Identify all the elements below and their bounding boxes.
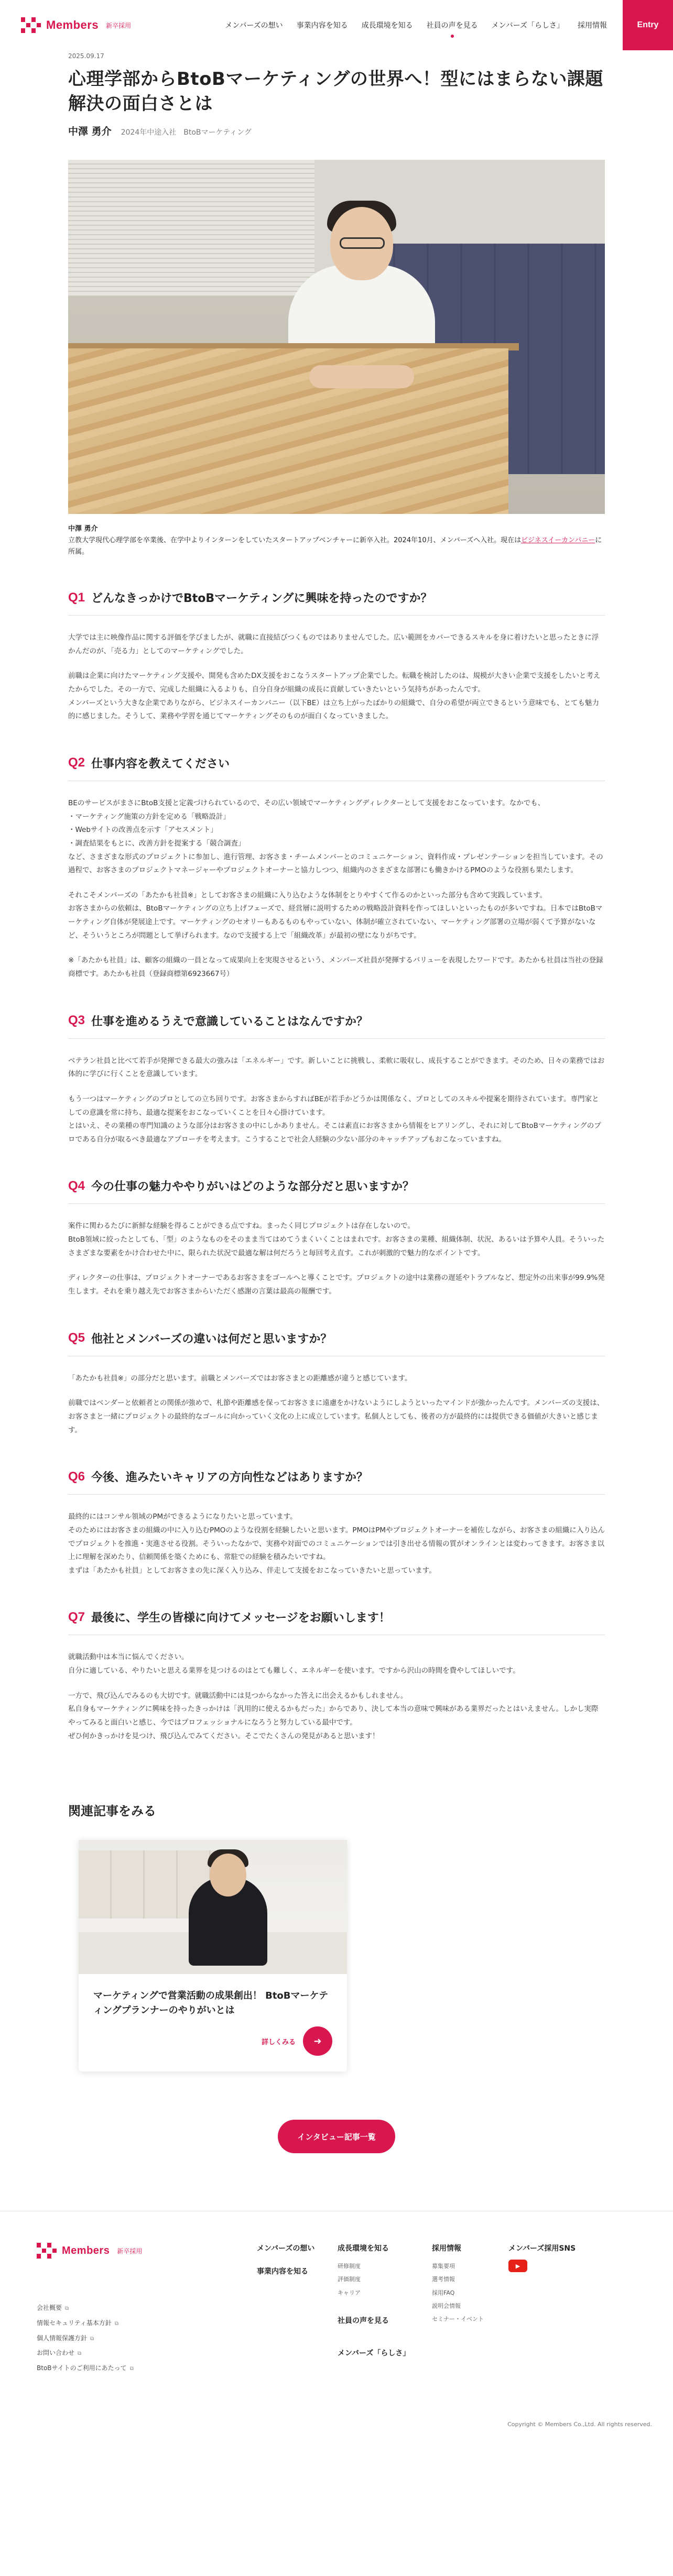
footer-nav-culture[interactable]: メンバーズ「らしさ」 <box>338 2349 410 2358</box>
site-logo[interactable] <box>21 17 131 33</box>
answer-paragraph: 前職ではベンダーと依頼者との関係が強めで、札節や距離感を保ってお客さまに遠慮をかけないようにしようといったマインドが強かったんです。メンバーズの支援は、お客さまと一緒にプロジェクトの最終的なゴールに向かっていく文化の上に成立しています。私個人としても、後者の方が最終的には提供できる価値が大きいと感じます。 <box>68 1399 604 1434</box>
global-nav <box>225 0 607 50</box>
interviewee-name: 中澤 勇介 <box>68 125 112 137</box>
site-footer <box>0 2211 673 2438</box>
qa-section-6 <box>68 1468 605 1577</box>
logo-text: Members <box>46 18 99 31</box>
nav-business[interactable]: 事業内容を知る <box>296 21 348 30</box>
footer-link-company[interactable]: 会社概要 <box>37 2304 62 2312</box>
nav-voices[interactable]: 社員の声を見る <box>427 20 478 30</box>
footer-nav-career[interactable]: キャリア <box>338 2289 361 2296</box>
q-number: Q7 <box>68 1609 85 1624</box>
caption-after: に所属。 <box>68 536 602 556</box>
q-number: Q2 <box>68 755 85 770</box>
footer-nav-seminar[interactable]: セミナー・イベント <box>432 2316 484 2323</box>
q-number: Q3 <box>68 1013 85 1028</box>
footer-nav-recruit[interactable]: 採用情報 <box>432 2244 461 2253</box>
q-number: Q6 <box>68 1469 85 1484</box>
footer-logo[interactable] <box>37 2243 257 2259</box>
answer-paragraph: もう一つはマーケティングのプロとしての立ち回りです。お客さまからすればBEが若手かどうかは関係なく、プロとしてのスキルや提案を期待されています。専門家としての意識を常に持ち、最適な提案をおこなっていくことを日々心掛けています。 とはいえ、その業種の専門知識のような部分はお客さまの中にしかありません。そこは素直にお客さまから情報をヒアリングし、それに対してBtoBマーケティングのプロである自分が取るべき最適なアプローチを考えます。こうすることで社会人経験の少ない部分のキャッチアップもおこなっていますね。 <box>68 1094 601 1144</box>
footer-nav-selection[interactable]: 選考情報 <box>432 2276 455 2283</box>
q-title: どんなきっかけでBtoBマーケティングに興味を持ったのですか？ <box>91 592 432 606</box>
footer-nav-briefing[interactable]: 説明会情報 <box>432 2302 461 2309</box>
caption-company-link[interactable]: ビジネスイーカンパニー <box>521 536 595 544</box>
footer-nav-faq[interactable]: 採用FAQ <box>432 2289 455 2296</box>
entry-button[interactable]: Entry <box>623 0 673 50</box>
related-heading: 関連記事をみる <box>68 1804 156 1819</box>
logo-sub: 新卒採用 <box>106 21 132 29</box>
copyright: Copyright © Members Co.,Ltd. All rights reserved. <box>507 2421 652 2428</box>
qa-section-7 <box>68 1609 605 1743</box>
article <box>68 52 605 2153</box>
nav-recruit[interactable]: 採用情報 <box>578 21 607 30</box>
q-title: 最後に、学生の皆様に向けてメッセージをお願いします！ <box>91 1612 390 1625</box>
caption-name: 中澤 勇介 <box>68 524 98 533</box>
q-title: 今後、進みたいキャリアの方向性などはありますか？ <box>91 1471 368 1485</box>
footer-link-terms[interactable]: BtoBサイトのご利用にあたって <box>37 2364 127 2372</box>
answer-paragraph: BEのサービスがまさにBtoB支援と定義づけられているので、その広い領域でマーケティングディレクターとして支援をおこなっています。なかでも、 ・マーケティング施策の方針を定める「戦略設計」 ・Webサイトの改善点を示す「アセスメント」 ・調査結果をもとに、改善方針を提案する「競合調査」 など、さまざまな形式のプロジェクトに参加し、進行管理、お客さま・チームメンバーとのコミュニケーション、資料作成・プレゼンテーションを担当しています。その過程で、お客さまのプロジェクトマネージャーやプロジェクトオーナーと協力しつつ、組織内のさまざまな部署にも働きかけるPMOのような役割も果たします。 <box>68 798 603 875</box>
qa-section-5 <box>68 1330 605 1438</box>
footer-logo-text: Members <box>62 2244 110 2256</box>
footer-nav-evaluation[interactable]: 評価制度 <box>338 2276 361 2283</box>
hero-photo <box>68 160 605 514</box>
qa-section-1 <box>68 589 605 724</box>
qa-section-4 <box>68 1178 605 1298</box>
logo-mark-icon <box>37 2243 57 2259</box>
nav-culture[interactable]: メンバーズ「らしさ」 <box>491 21 564 30</box>
external-link-icon: ⧉ <box>65 2306 69 2312</box>
nav-growth[interactable]: 成長環境を知る <box>361 21 413 30</box>
footer-logo-sub: 新卒採用 <box>117 2247 143 2255</box>
footer-corporate-links <box>37 2300 257 2376</box>
q-number: Q4 <box>68 1178 85 1193</box>
interviewee-role: 2024年中途入社 BtoBマーケティング <box>121 128 252 137</box>
youtube-icon[interactable]: ▶ <box>508 2260 527 2272</box>
q-title: 他社とメンバーズの違いは何だと思いますか？ <box>91 1332 332 1346</box>
article-title: 心理学部からBtoBマーケティングの世界へ！型にはまらない課題解決の面白さとは <box>68 69 603 114</box>
related-articles <box>68 1801 605 2071</box>
qa-section-2 <box>68 755 605 981</box>
answer-paragraph: ※「あたかも社員」は、顧客の組織の一員となって成果向上を実現させるという、メンバーズ社員が発揮するバリューを表現したワードです。あたかも社員は当社の登録商標です。あたかも社員（登録商標第6923667号） <box>68 956 603 978</box>
answer-paragraph: 大学では主に映像作品に関する評価を学びましたが、就職に直接結びつくものではありませんでした。広い範囲をカバーできるスキルを身に着けたいと思ったときに浮かんだのが、「売る力」としてのマーケティングでした。 <box>68 633 599 655</box>
answer-paragraph: 最終的にはコンサル領域のPMができるようになりたいと思っています。 そのためにはお客さまの組織の中に入り込むPMOのような役割を経験したいと思います。PMOはPMやプロジェクトオーナーを補佐しながら、お客さまの組織に入り込んでプロジェクトを推進・実進させる役割。そういったなかで、実務や対面でのコミュニケーションでは引き出せる情報の質がオンラインとは変わってきます。お客さま以上に理解を深めたり、信頼関係を築くためにも、常駐での経験を積みたいですね。 まずは「あたかも社員」としてお客さまの先に深く入り込み、伴走して支援をおこなっていきたいと思っています。 <box>68 1512 605 1575</box>
answer-paragraph: 就職活動中は本当に悩んでください。 自分に適している、やりたいと思える業界を見つけるのはとても難しく、エネルギーを使います。ですから沢山の時間を費やしてほしいです。 <box>68 1653 520 1675</box>
q-number: Q1 <box>68 590 85 605</box>
footer-nav-requirements[interactable]: 募集要項 <box>432 2263 455 2270</box>
answer-paragraph: 「あたかも社員※」の部分だと思います。前職とメンバーズではお客さまとの距離感が違うと感じています。 <box>68 1374 412 1383</box>
read-more-label: 詳しくみる <box>261 2038 296 2046</box>
profile-caption <box>68 523 605 558</box>
q-title: 今の仕事の魅力ややりがいはどのような部分だと思いますか？ <box>91 1180 415 1194</box>
arrow-right-icon[interactable]: ➜ <box>303 2026 332 2056</box>
external-link-icon: ⧉ <box>78 2351 82 2357</box>
answer-paragraph: ディレクターの仕事は、プロジェクトオーナーであるお客さまをゴールへと導くことです。プロジェクトの途中は業務の遅延やトラブルなど、想定外の出来事が99.9%発生します。それを乗り越え先でお客さまからいただく感謝の言葉は最高の報酬です。 <box>68 1274 605 1296</box>
answer-paragraph: それこそメンバーズの「あたかも社員※」としてお客さまの組織に入り込むような体制をとりやすくて作るのかといった部分も含めて実践しています。 お客さまからの依頼は、BtoBマーケティングの立ち上げフェーズで、経営層に説明するための戦略設計資料を作ってほしいといったものが多いですね。日本ではBtoBマーケティング自体が発展途上です。マーケティングのセオリーもあるものもやっていない、体制が確立されていない、マーケティング部署の立場が弱くて予算がないなど、そういうところが問題として挙げられます。なので支援する上で「組織改革」が最初の壁になりがちです。 <box>68 891 603 940</box>
footer-nav-business[interactable]: 事業内容を知る <box>257 2267 308 2276</box>
q-title: 仕事内容を教えてください <box>91 757 230 771</box>
site-header <box>0 0 673 50</box>
footer-nav-training[interactable]: 研修制度 <box>338 2263 361 2270</box>
external-link-icon: ⧉ <box>114 2320 118 2327</box>
answer-paragraph: ベテラン社員と比べて若手が発揮できる最大の強みは「エネルギー」です。新しいことに挑戦し、柔軟に吸収し、成長することができます。そのため、日々の業務ではお体的に学びに行くことを意識しています。 <box>68 1056 605 1079</box>
article-meta <box>68 124 605 138</box>
qa-section-3 <box>68 1013 605 1147</box>
interview-list-button[interactable]: インタビュー記事一覧 <box>278 2120 395 2153</box>
footer-nav-growth[interactable]: 成長環境を知る <box>338 2244 389 2253</box>
q-title: 仕事を進めるうえで意識していることはなんですか？ <box>91 1015 368 1028</box>
article-date: 2025.09.17 <box>68 52 104 60</box>
footer-link-contact[interactable]: お問い合わせ <box>37 2349 75 2357</box>
nav-philosophy[interactable]: メンバーズの想い <box>225 21 283 30</box>
footer-nav-philosophy[interactable]: メンバーズの想い <box>257 2244 315 2253</box>
answer-paragraph: 前職は企業に向けたマーケティング支援や、開発も含めたDX支援をおこなうスタートアップ企業でした。転職を検討したのは、規模が大きい企業で支援をしたいと考えたからでした。その一方で、完成した組織に入るよりも、自分自身が組織の成長に貢献していきたいという気持ちがあったんです。 メンバーズという大きな企業でありながら、ビジネスイーカンパニー（以下BE）は立ち上がったばかりの組織で、自分の希望が両立できるという意味でも、とても魅力的に感じました。そうして、業務や学習を通じてマーケティングそのものが面白くなっていきました。 <box>68 672 601 721</box>
related-article-photo <box>79 1840 347 1974</box>
answer-paragraph: 案件に関わるたびに新鮮な経験を得ることができる点ですね。まったく同じプロジェクトは存在しないので。 BtoB領域に絞ったとしても、「型」のようなものをそのまま当てはめてうまくいくことはまれです。お客さまの業種、組織体制、状況、あるいは予算や人員。そういったさまざまな要素をかけ合わせた中に、限られた状況で最適な解は何だろうと毎回考え直す。これが刺激的で魅力的なポイントです。 <box>68 1222 605 1257</box>
answer-paragraph: 一方で、飛び込んでみるのも大切です。就職活動中には見つからなかった答えに出会えるかもしれません。 私自身もマーケティングに興味を持ったきっかけは「汎用的に使えるかもだった」からであり、決して本当の意味で興味がある業界だったとはいえません。しかし実際やってみると面白いと感じ、今ではプロフェッショナルになろうと努力している最中です。 ぜひ何かきっかけを見つけ、飛び込んでみてください。そこでたくさんの発見があると思います！ <box>68 1691 599 1740</box>
external-link-icon: ⧉ <box>90 2336 94 2342</box>
footer-sns-heading: メンバーズ採用SNS <box>508 2244 576 2253</box>
footer-link-security[interactable]: 情報セキュリティ基本方針 <box>37 2319 112 2327</box>
q-number: Q5 <box>68 1331 85 1345</box>
logo-mark-icon <box>21 17 41 33</box>
related-article-card[interactable] <box>79 1840 347 2071</box>
related-article-title: マーケティングで営業活動の成果創出！ BtoBマーケティングプランナーのやりがいとは <box>93 1990 329 2016</box>
caption-text: 立教大学現代心理学部を卒業後、在学中よりインターンをしていたスタートアップベンチャーに新卒入社。2024年10月、メンバーズへ入社。現在は <box>68 536 522 544</box>
footer-link-privacy[interactable]: 個人情報保護方針 <box>37 2334 88 2342</box>
external-link-icon: ⧉ <box>129 2366 134 2372</box>
footer-nav-voices[interactable]: 社員の声を見る <box>338 2316 389 2325</box>
